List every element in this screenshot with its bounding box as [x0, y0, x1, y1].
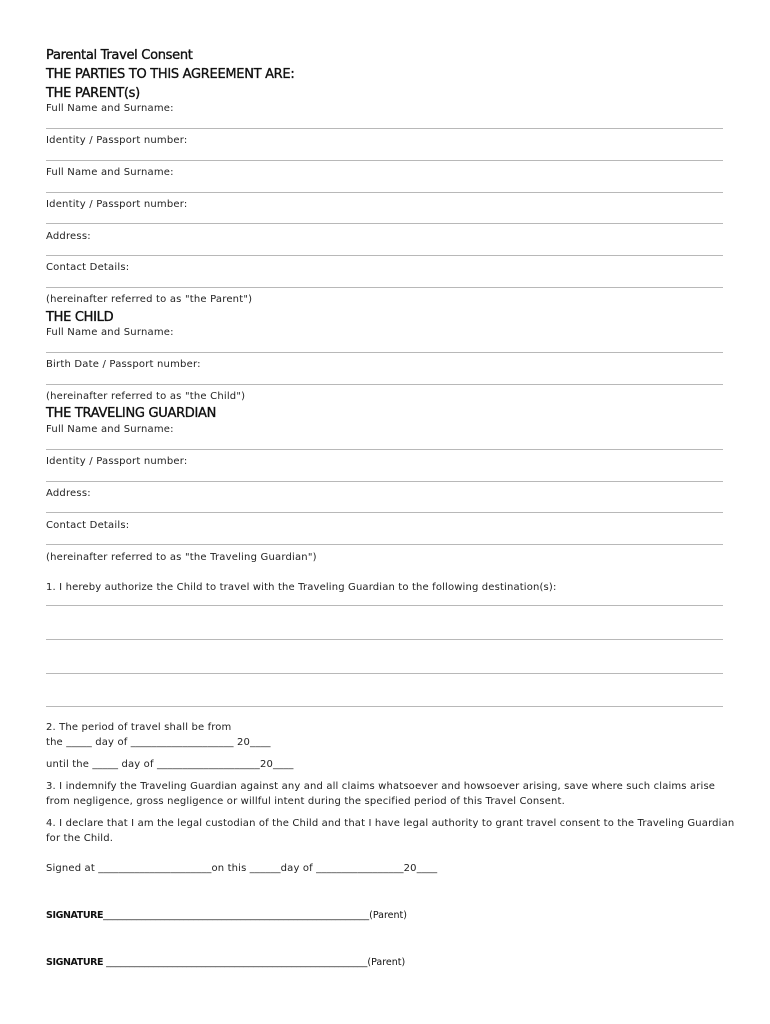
parent-name-field-1[interactable]: [46, 128, 723, 129]
child-name-label: Full Name and Surname:: [46, 327, 174, 338]
parent-address-label: Address:: [46, 231, 91, 242]
signature-label-1: SIGNATURE: [46, 910, 104, 921]
signature-line-1[interactable]: [46, 910, 407, 921]
destination-line-4[interactable]: [46, 706, 723, 707]
child-birth-label: Birth Date / Passport number:: [46, 359, 201, 370]
signature-blank-1: ________________________________________________________(Parent): [103, 910, 407, 921]
parent-referred-note: (hereinafter referred to as "the Parent"): [46, 294, 253, 305]
guardian-address-field[interactable]: [46, 512, 723, 513]
guardian-heading: THE TRAVELING GUARDIAN: [46, 406, 217, 421]
guardian-name-label: Full Name and Surname:: [46, 424, 174, 435]
clause-3-line-2: from negligence, gross negligence or willful intent during the specified period of this Travel Consent.: [46, 796, 565, 807]
parent-name-field-2[interactable]: [46, 192, 723, 193]
guardian-referred-note: (hereinafter referred to as "the Traveling Guardian"): [46, 552, 317, 563]
clause-2-line-1: 2. The period of travel shall be from: [46, 722, 232, 733]
guardian-address-label: Address:: [46, 488, 91, 499]
child-name-field[interactable]: [46, 352, 723, 353]
signature-blank-2: _______________________________________________________(Parent): [103, 957, 406, 968]
parent-id-label-2: Identity / Passport number:: [46, 199, 188, 210]
signed-at-line[interactable]: Signed at ______________________on this ______day of _________________20____: [46, 863, 438, 874]
clause-2-line-3: until the _____ day of ____________________20____: [46, 759, 294, 770]
guardian-id-field[interactable]: [46, 481, 723, 482]
guardian-name-field[interactable]: [46, 449, 723, 450]
clause-4-line-2: for the Child.: [46, 833, 114, 844]
destination-line-3[interactable]: [46, 673, 723, 674]
signature-line-2[interactable]: [46, 957, 405, 968]
clause-1: 1. I hereby authorize the Child to travel with the Traveling Guardian to the following destination(s):: [46, 582, 557, 593]
destination-line-1[interactable]: [46, 605, 723, 606]
guardian-id-label: Identity / Passport number:: [46, 456, 188, 467]
child-referred-note: (hereinafter referred to as "the Child"): [46, 391, 246, 402]
parent-name-label-1: Full Name and Surname:: [46, 103, 174, 114]
clause-2-line-2: the _____ day of ____________________ 20____: [46, 737, 271, 748]
clause-4-line-1: 4. I declare that I am the legal custodian of the Child and that I have legal authority to grant travel consent to the Traveling Guardian: [46, 818, 735, 829]
parent-contact-label: Contact Details:: [46, 262, 130, 273]
child-birth-field[interactable]: [46, 384, 723, 385]
parent-id-label-1: Identity / Passport number:: [46, 135, 188, 146]
destination-line-2[interactable]: [46, 639, 723, 640]
parent-heading: THE PARENT(s): [46, 86, 140, 101]
guardian-contact-label: Contact Details:: [46, 520, 130, 531]
parties-heading: THE PARTIES TO THIS AGREEMENT ARE:: [46, 67, 295, 82]
guardian-contact-field[interactable]: [46, 544, 723, 545]
parent-id-field-1[interactable]: [46, 160, 723, 161]
clause-3-line-1: 3. I indemnify the Traveling Guardian against any and all claims whatsoever and howsoever arising, save where such claims arise: [46, 781, 716, 792]
signature-label-2: SIGNATURE: [46, 957, 104, 968]
parent-id-field-2[interactable]: [46, 223, 723, 224]
parent-name-label-2: Full Name and Surname:: [46, 167, 174, 178]
parent-contact-field[interactable]: [46, 287, 723, 288]
child-heading: THE CHILD: [46, 310, 114, 325]
form-title: Parental Travel Consent: [46, 48, 193, 63]
parent-address-field[interactable]: [46, 255, 723, 256]
